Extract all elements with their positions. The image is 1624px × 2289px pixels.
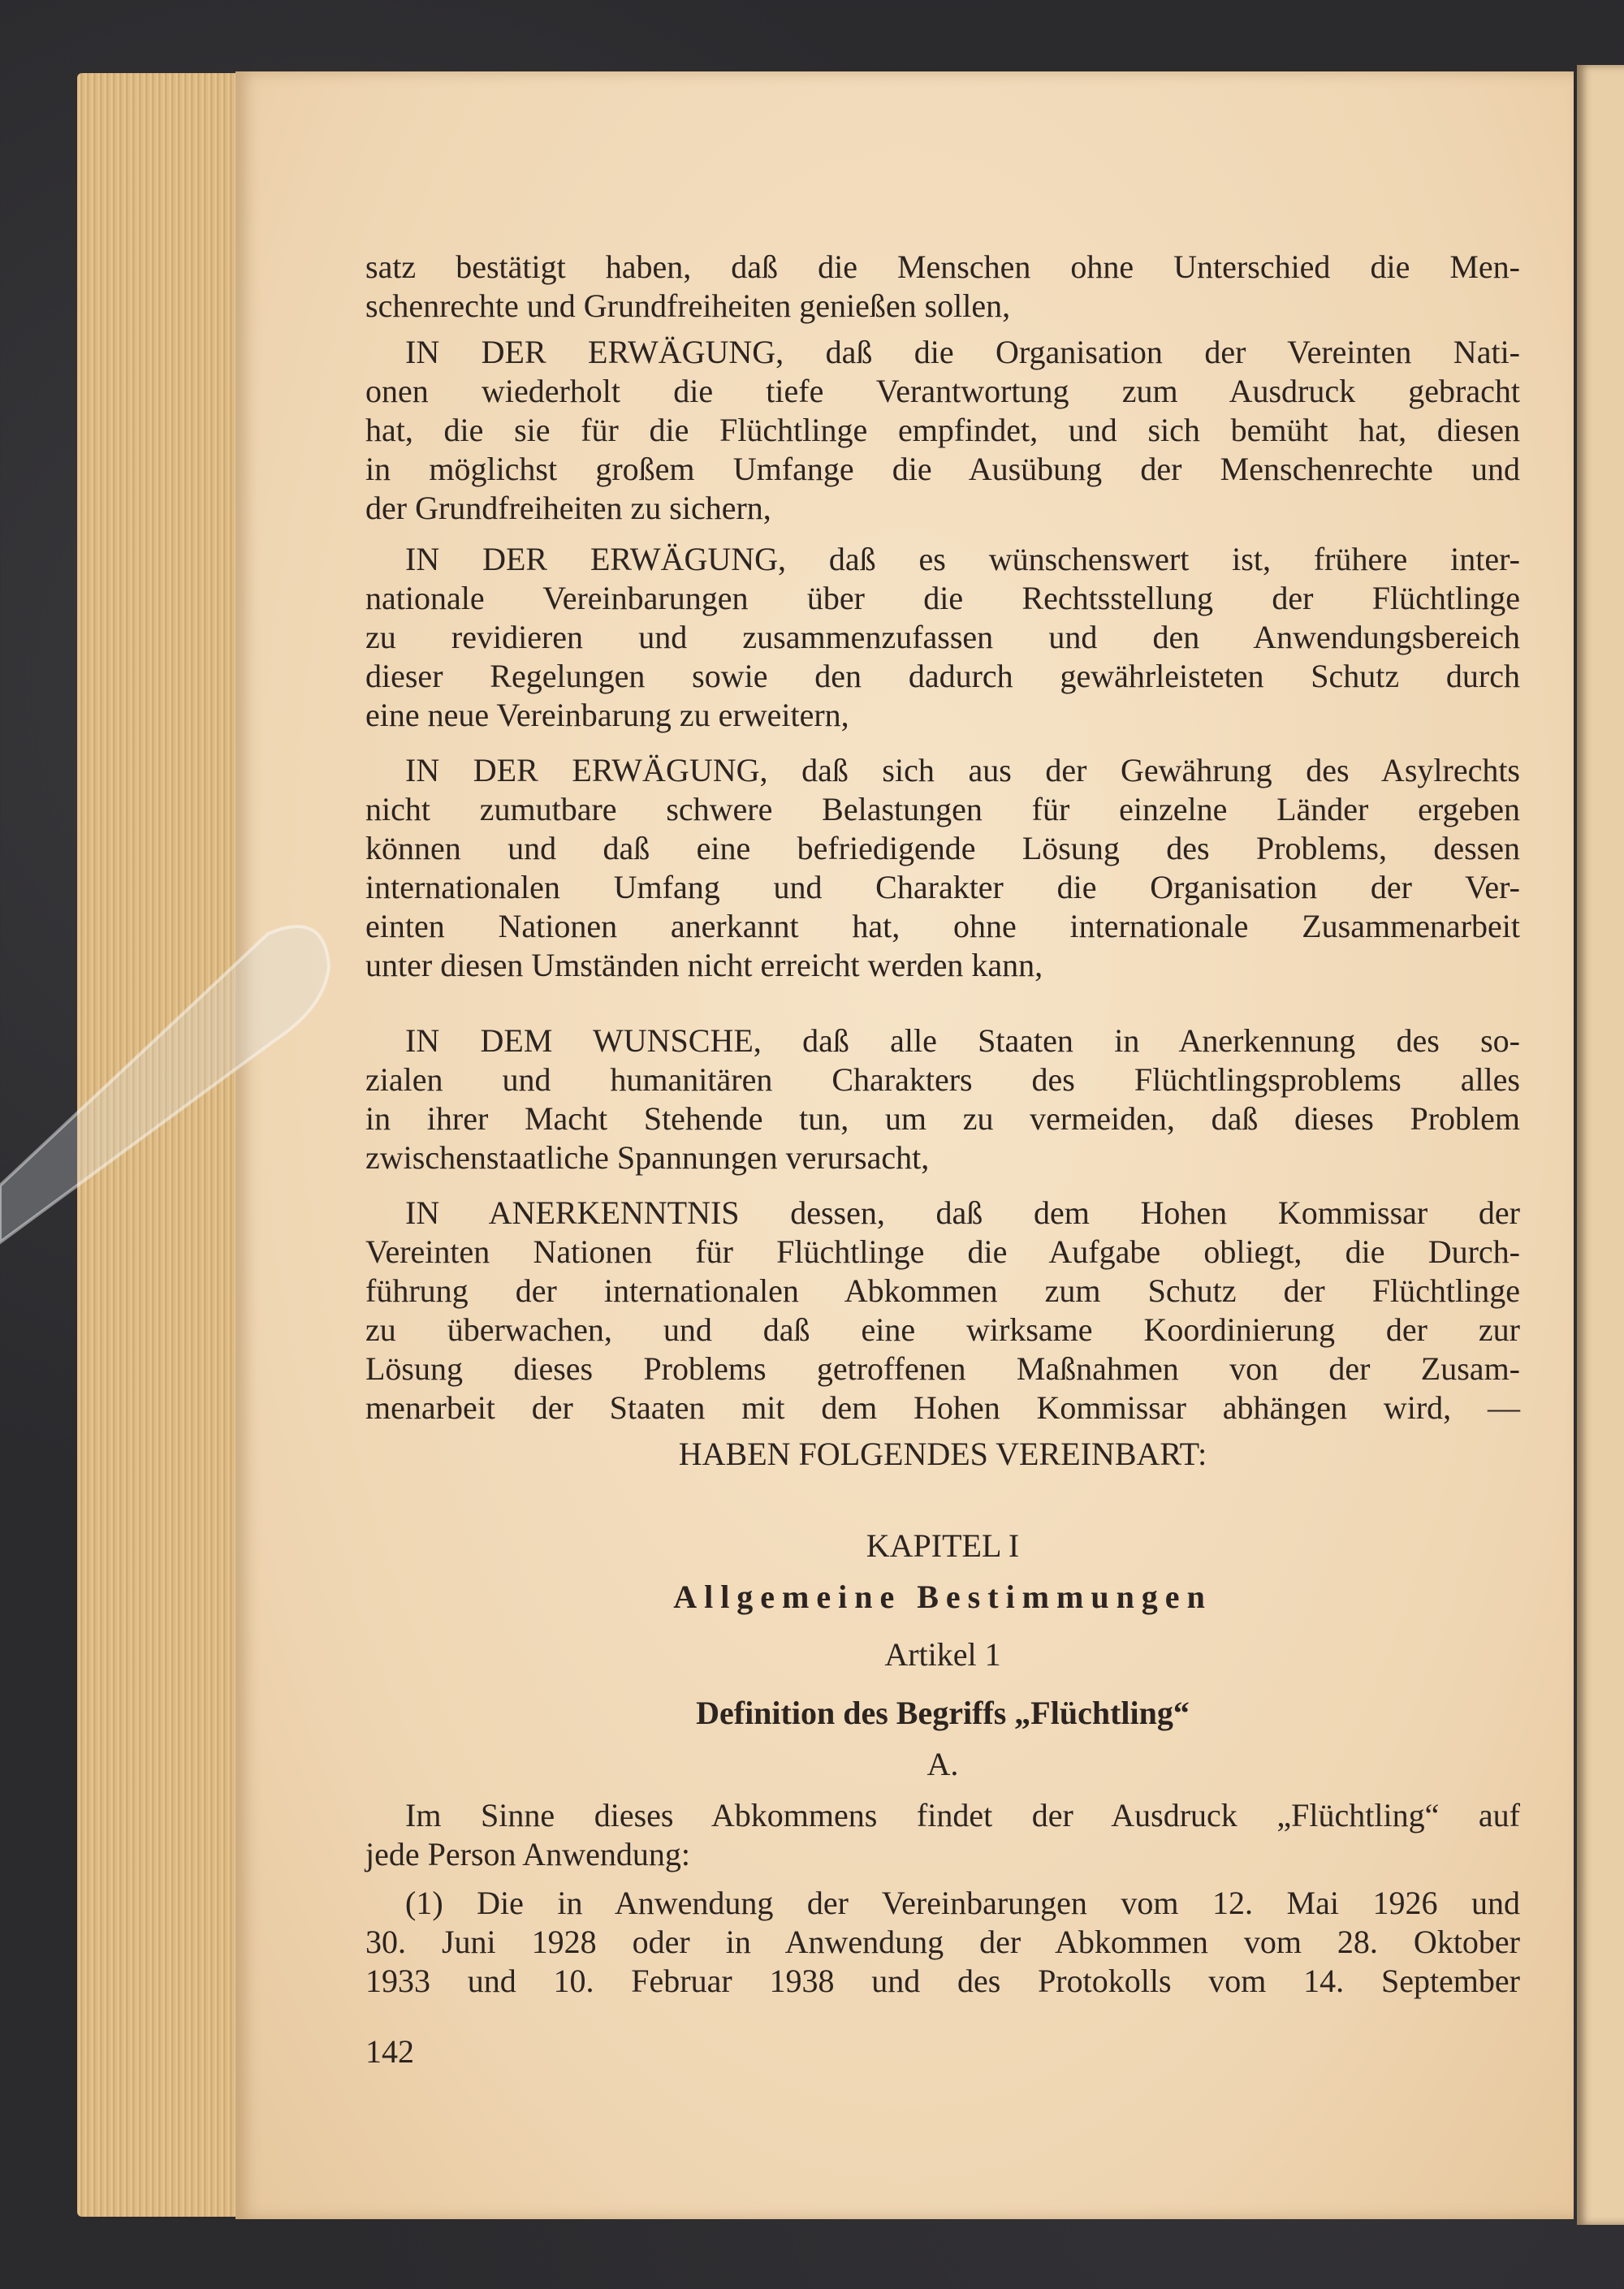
text-line: dieser Regelungen sowie den dadurch gewährleisteten Schutz durch [365,658,1520,694]
text-line: zu revidieren und zusammenzufassen und den Anwendungsbereich [365,619,1520,655]
text-line: IN DER ERWÄGUNG, daß die Organisation der Vereinten Nati- [405,334,1520,370]
text-line: einten Nationen anerkannt hat, ohne internationale Zusammenarbeit [365,908,1520,944]
text-line: jede Person Anwendung: [365,1836,690,1872]
text-line: Lösung dieses Problems getroffenen Maßnahmen von der Zusam- [365,1350,1520,1387]
text-line: IN DER ERWÄGUNG, daß sich aus der Gewährung des Asylrechts [405,752,1520,788]
paragraph-1 [365,248,1520,326]
text-line: in möglichst großem Umfange die Ausübung der Menschenrechte und [365,451,1520,487]
body-paragraph-2 [365,1884,1520,2001]
section-heading: A. [926,1746,959,1782]
text-line: zialen und humanitären Charakters des Flüchtlingsproblems alles [365,1061,1520,1098]
text-line: zu überwachen, und daß eine wirksame Koordinierung der zur [365,1311,1520,1348]
text-line: eine neue Vereinbarung zu erweitern, [365,697,849,733]
body-paragraph-1 [365,1796,1520,1874]
text-line: zwischenstaatliche Spannungen verursacht, [365,1139,930,1176]
text-line: der Grundfreiheiten zu sichern, [365,490,771,526]
facing-page-edge [1577,65,1624,2225]
chapter-title: Allgemeine Bestimmungen [673,1579,1212,1615]
text-line: IN ANERKENNTNIS dessen, daß dem Hohen Kommissar der [405,1194,1520,1231]
text-line: Vereinten Nationen für Flüchtlinge die Aufgabe obliegt, die Durch- [365,1233,1520,1270]
text-line: menarbeit der Staaten mit dem Hohen Kommissar abhängen wird, — [365,1389,1520,1426]
text-line: können und daß eine befriedigende Lösung des Problems, dessen [365,830,1520,866]
text-line: onen wiederholt die tiefe Verantwortung zum Ausdruck gebracht [365,373,1520,409]
text-line: 1933 und 10. Februar 1938 und des Protokolls vom 14. September [365,1963,1520,1999]
chapter-heading: KAPITEL I [866,1527,1020,1564]
paragraph-6 [365,1194,1520,1427]
text-line: (1) Die in Anwendung der Vereinbarungen vom 12. Mai 1926 und [405,1885,1520,1921]
page-number: 142 [365,2033,414,2070]
article-title: Definition des Begriffs „Flüchtling“ [696,1695,1190,1731]
paragraph-3 [365,540,1520,735]
paragraph-5 [365,1021,1520,1177]
text-line: unter diesen Umständen nicht erreicht werden kann, [365,947,1043,983]
text-line: Im Sinne dieses Abkommens findet der Ausdruck „Flüchtling“ auf [405,1797,1520,1833]
text-line: satz bestätigt haben, daß die Menschen ohne Unterschied die Men- [365,248,1520,285]
text-line: führung der internationalen Abkommen zum Schutz der Flüchtlinge [365,1272,1520,1309]
text-line: internationalen Umfang und Charakter die Organisation der Ver- [365,869,1520,905]
closing-formula: HABEN FOLGENDES VEREINBART: [678,1436,1207,1472]
article-heading: Artikel 1 [884,1636,1001,1673]
text-line: IN DER ERWÄGUNG, daß es wünschenswert ist, frühere inter- [405,541,1520,577]
text-line: hat, die sie für die Flüchtlinge empfindet, und sich bemüht hat, diesen [365,412,1520,448]
text-line: schenrechte und Grundfreiheiten genießen sollen, [365,287,1011,324]
text-line: nationale Vereinbarungen über die Rechtsstellung der Flüchtlinge [365,580,1520,616]
paragraph-4 [365,751,1520,985]
text-line: IN DEM WUNSCHE, daß alle Staaten in Anerkennung des so- [405,1022,1520,1059]
text-line: 30. Juni 1928 oder in Anwendung der Abkommen vom 28. Oktober [365,1924,1520,1960]
paragraph-2 [365,333,1520,528]
text-line: nicht zumutbare schwere Belastungen für einzelne Länder ergeben [365,791,1520,827]
paperclip-bookmark [0,918,341,1259]
text-line: in ihrer Macht Stehende tun, um zu vermeiden, daß dieses Problem [365,1100,1520,1137]
